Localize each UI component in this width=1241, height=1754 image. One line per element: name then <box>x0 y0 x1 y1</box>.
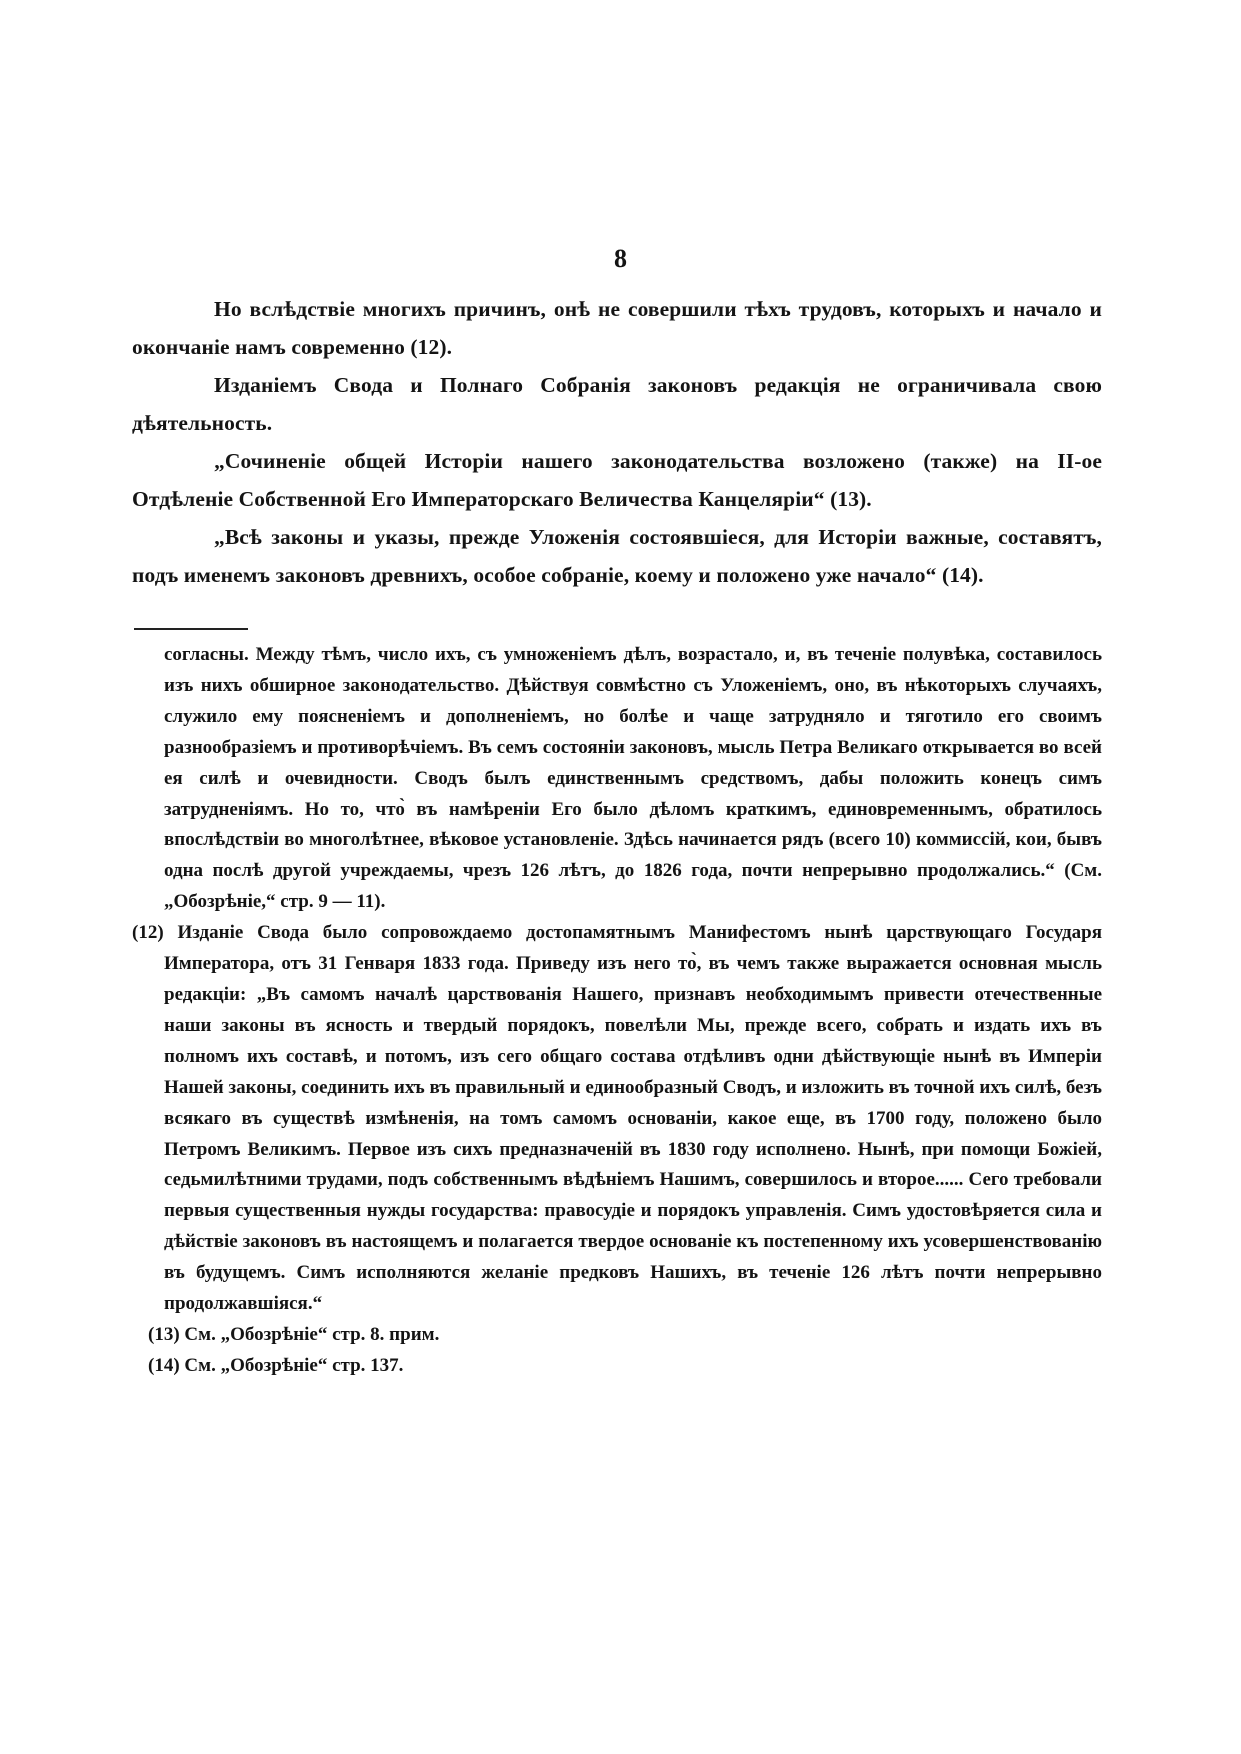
footnote-text: См. „Обозрѣніе“ стр. 8. прим. <box>184 1323 440 1345</box>
main-text <box>132 290 1102 594</box>
footnote-12 <box>132 918 1102 1320</box>
page-number: 8 <box>614 244 627 273</box>
paragraph: Но вслѣдствіе многихъ причинъ, онѣ не совершили тѣхъ трудовъ, которыхъ и начало и окончаніе намъ современно (12). <box>132 297 1102 359</box>
footnotes <box>132 640 1102 1382</box>
footnote-continuation: согласны. Между тѣмъ, число ихъ, съ умноженіемъ дѣлъ, возрастало, и, въ теченіе полувѣка, составилось изъ нихъ обширное законодательство. Дѣйствуя совмѣстно съ Уложеніемъ, оно, въ нѣкоторыхъ случаяхъ, служило ему поясненіемъ и дополненіемъ, но болѣе и чаще затрудняло и тяготило его своимъ разнообразіемъ и противорѣчіемъ. Въ семъ состояніи законовъ, мысль Петра Великаго открывается во всей ея силѣ и очевидности. Сводъ былъ единственнымъ средствомъ, дабы положить конецъ симъ затрудненіямъ. Но то, что̀ въ намѣреніи Его было дѣломъ краткимъ, единовременнымъ, обратилось впослѣдствіи во многолѣтнее, вѣковое установленіе. Здѣсь начинается рядъ (всего 10) коммиссій, кои, бывъ одна послѣ другой учреждаемы, чрезъ 126 лѣтъ, до 1826 года, почти непрерывно продолжались.“ (См. „Обозрѣніе,“ стр. 9 — 11). <box>164 644 1102 913</box>
footnote-text: См. „Обозрѣніе“ стр. 137. <box>184 1354 404 1376</box>
footnote-14 <box>132 1351 1102 1382</box>
paragraph: „Всѣ законы и указы, прежде Уложенія состоявшіеся, для Исторіи важные, составятъ, подъ именемъ законовъ древнихъ, особое собраніе, коему и положено уже начало“ (14). <box>132 525 1102 587</box>
footnote-number: (12) <box>132 922 164 944</box>
paragraph: Изданіемъ Свода и Полнаго Собранія законовъ редакція не ограничивала свою дѣятельность. <box>132 373 1102 435</box>
footnote-divider <box>134 628 248 630</box>
footnote-text: Изданіе Свода было сопровождаемо достопамятнымъ Манифестомъ нынѣ царствующаго Государя Императора, отъ 31 Генваря 1833 года. Приведу изъ него то̀, въ чемъ также выражается основная мысль редакціи: „Въ самомъ началѣ царствованія Нашего, признавъ необходимымъ привести отечественные наши законы въ ясность и твердый порядокъ, повелѣли Мы, прежде всего, собрать и издать ихъ въ полномъ ихъ составѣ, и потомъ, изъ сего общаго состава отдѣливъ одни дѣйствующіе нынѣ въ Имперіи Нашей законы, соединить ихъ въ правильный и единообразный Сводъ, и изложить въ точной ихъ силѣ, безъ всякаго въ существѣ измѣненія, на томъ самомъ основаніи, какое еще, въ 1700 году, положено было Петромъ Великимъ. Первое изъ сихъ предназначеній въ 1830 году исполнено. Нынѣ, при помощи Божіей, седьмилѣтними трудами, подъ собственнымъ вѣдѣніемъ Нашимъ, совершилось и второе...... Сего требовали первыя существенныя нужды государства: правосудіе и порядокъ управленія. Симъ удостовѣряется сила и дѣйствіе законовъ въ настоящемъ и полагается твердое основаніе къ постепенному ихъ усовершенствованію въ будущемъ. Симъ исполняются желаніе предковъ Нашихъ, въ теченіе 126 лѣтъ почти непрерывно продолжавшіяся.“ <box>164 922 1102 1315</box>
footnote-number: (13) <box>148 1323 180 1345</box>
paragraph: „Сочиненіе общей Исторіи нашего законодательства возложено (также) на II-ое Отдѣленіе Собственной Его Императорскаго Величества Канцеляріи“ (13). <box>132 449 1102 511</box>
footnote-number: (14) <box>148 1354 180 1376</box>
footnote-13 <box>132 1320 1102 1351</box>
